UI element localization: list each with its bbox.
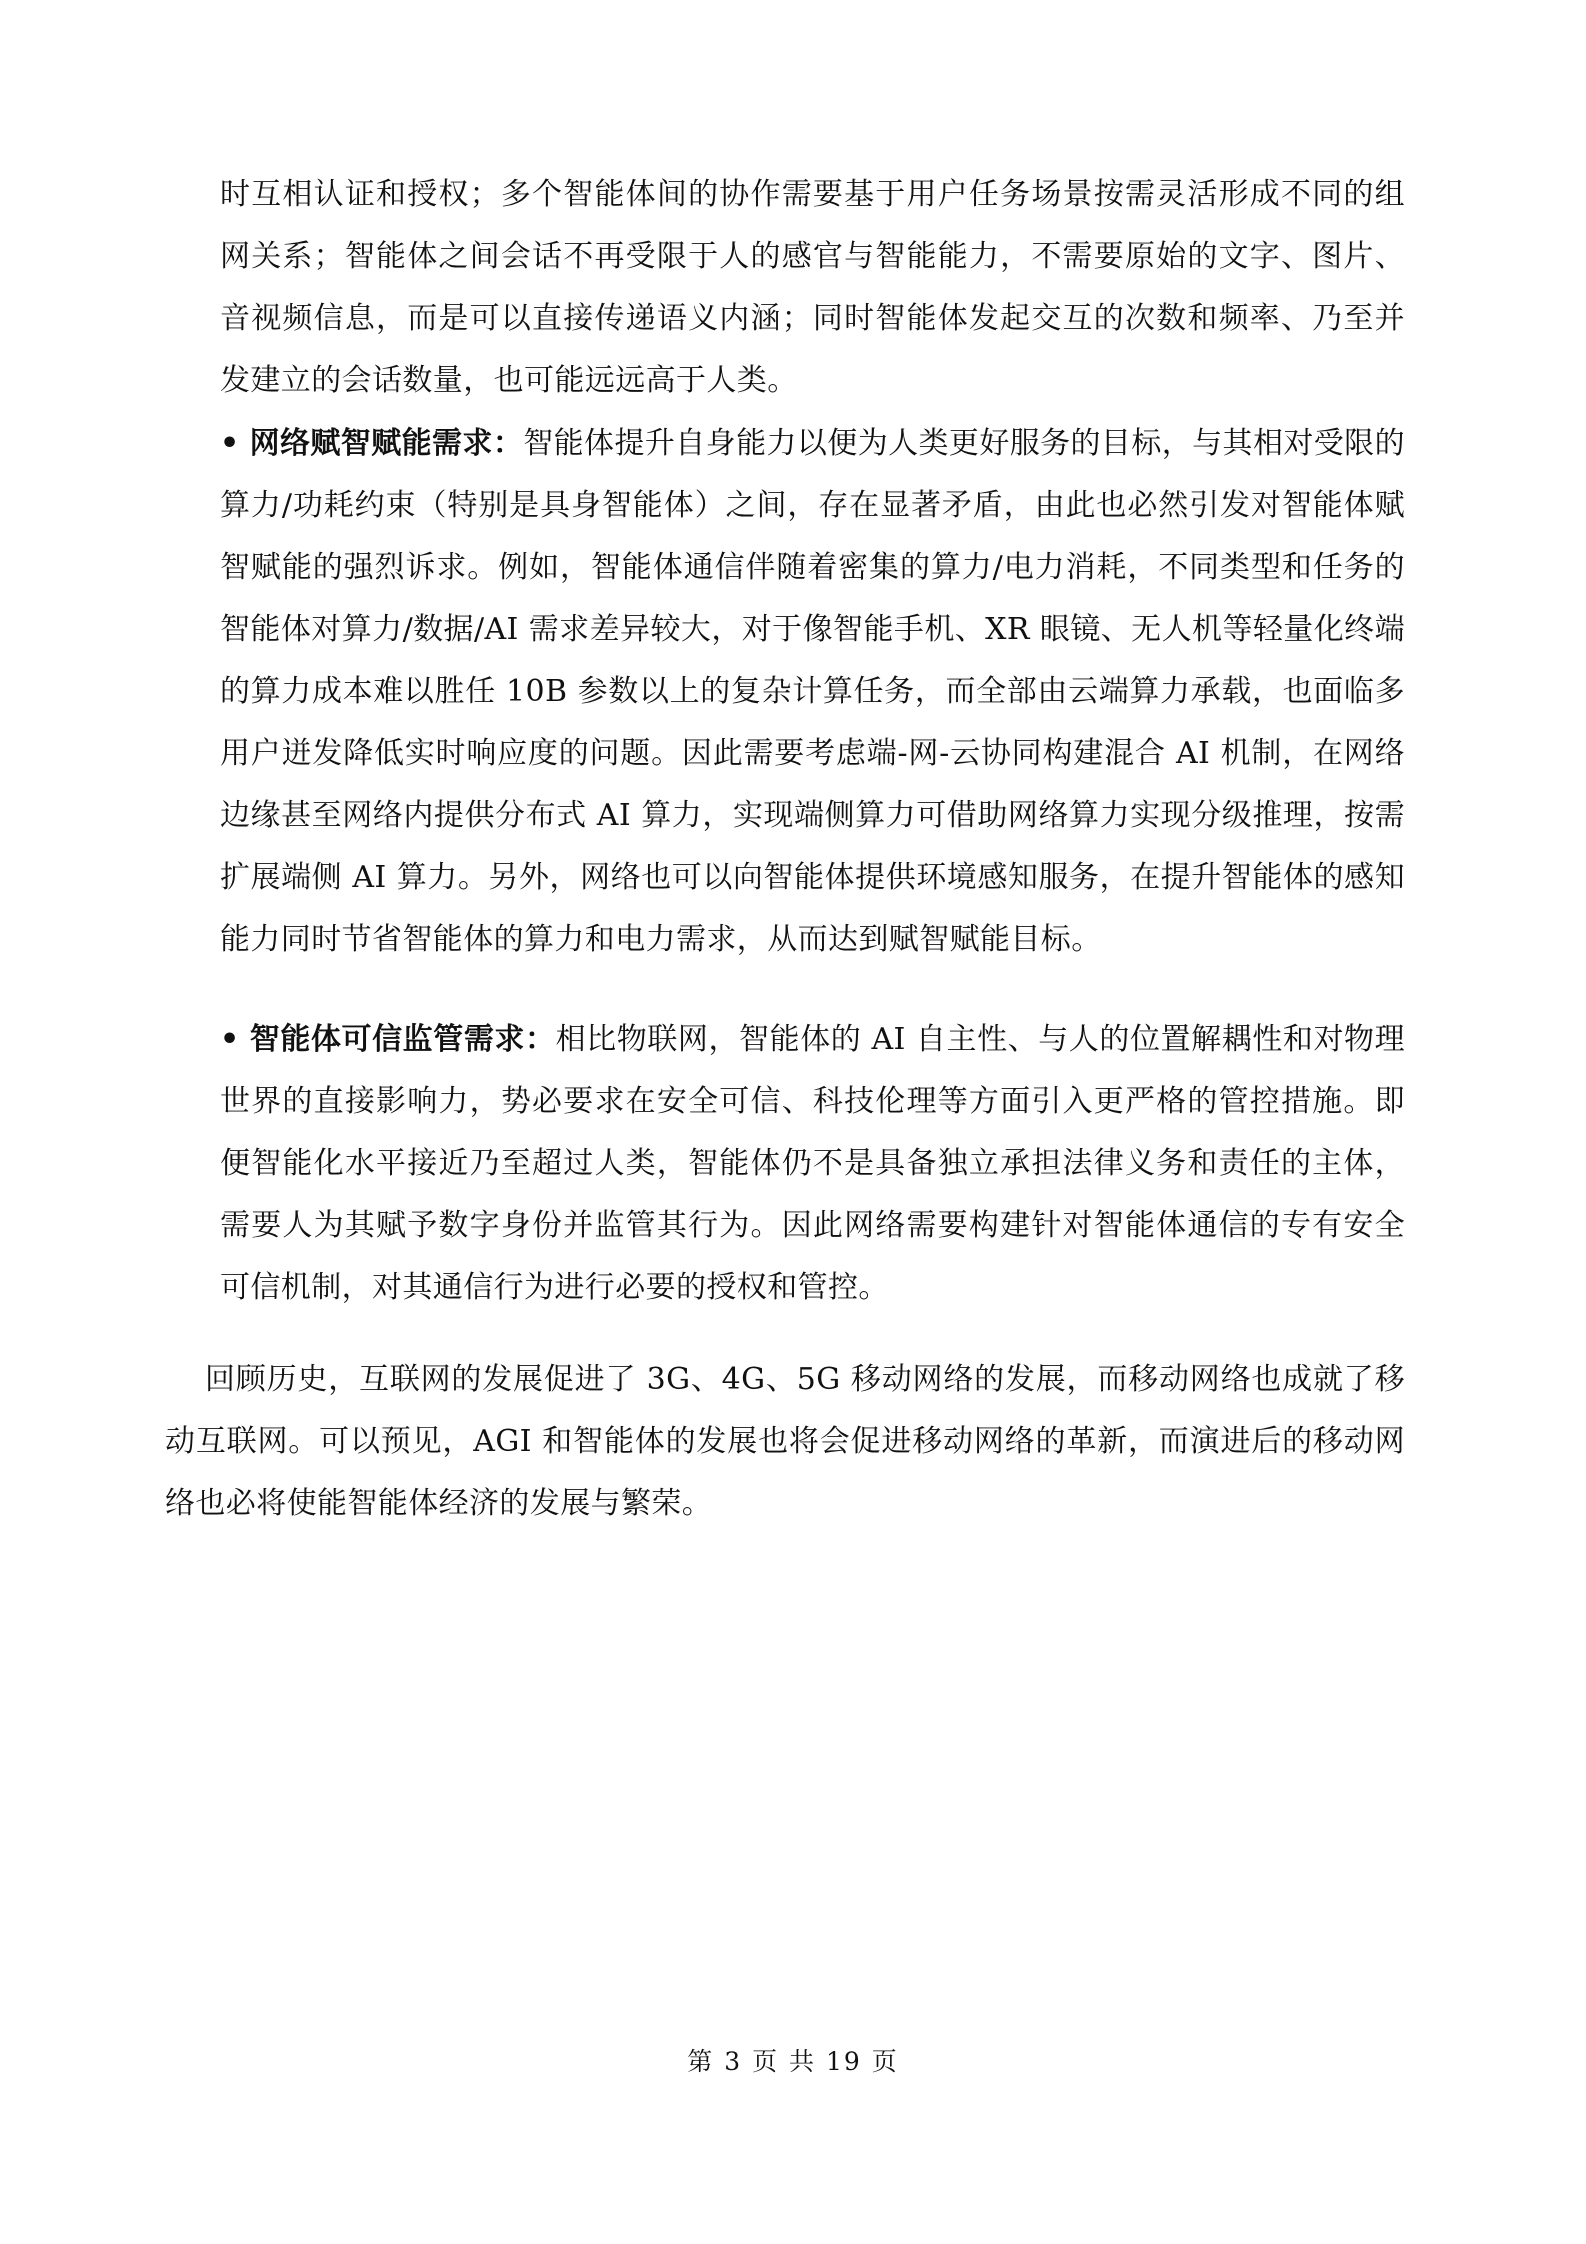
continuation-paragraph [220, 164, 1405, 412]
closing-text: 回顾历史，互联网的发展促进了 3G、4G、5G 移动网络的发展，而移动网络也成就了移动互联网。可以预见，AGI 和智能体的发展也将会促进移动网络的革新，而演进后的移动网络也必将使能智能体经济的发展与繁荣。 [165, 1362, 1405, 1521]
bullet-title: 网络赋智赋能需求： [249, 426, 524, 461]
bullet-text: 相比物联网，智能体的 AI 自主性、与人的位置解耦性和对物理世界的直接影响力，势必要求在安全可信、科技伦理等方面引入更严格的管控措施。即便智能化水平接近乃至超过人类，智能体仍不是具备独立承担法律义务和责任的主体，需要人为其赋予数字身份并监管其行为。因此网络需要构建针对智能体通信的专有安全可信机制，对其通信行为进行必要的授权和管控。 [220, 1022, 1406, 1305]
closing-paragraph [165, 1349, 1405, 1535]
bullet-item-network-empowerment [220, 413, 1405, 971]
continuation-text: 时互相认证和授权；多个智能体间的协作需要基于用户任务场景按需灵活形成不同的组网关系；智能体之间会话不再受限于人的感官与智能能力，不需要原始的文字、图片、音视频信息，而是可以直接传递语义内涵；同时智能体发起交互的次数和频率、乃至并发建立的会话数量，也可能远远高于人类。 [220, 177, 1405, 398]
bullet-marker: • [220, 426, 240, 461]
page-footer [0, 2042, 1586, 2078]
bullet-item-trusted-supervision [220, 1009, 1405, 1319]
bullet-marker: • [220, 1022, 240, 1057]
page-number-label: 第 3 页 共 19 页 [687, 2047, 899, 2076]
bullet-text: 智能体提升自身能力以便为人类更好服务的目标，与其相对受限的算力/功耗约束（特别是具身智能体）之间，存在显著矛盾，由此也必然引发对智能体赋智赋能的强烈诉求。例如，智能体通信伴随着密集的算力/电力消耗，不同类型和任务的智能体对算力/数据/AI 需求差异较大，对于像智能手机、XR 眼镜、无人机等轻量化终端的算力成本难以胜任 10B 参数以上的复杂计算任务，而全部由云端算力承载，也面临多用户迸发降低实时响应度的问题。因此需要考虑端-网-云协同构建混合 AI 机制，在网络边缘甚至网络内提供分布式 AI 算力，实现端侧算力可借助网络算力实现分级推理，按需扩展端侧 AI 算力。另外，网络也可以向智能体提供环境感知服务，在提升智能体的感知能力同时节省智能体的算力和电力需求，从而达到赋智赋能目标。 [220, 426, 1405, 957]
bullet-title: 智能体可信监管需求： [249, 1022, 556, 1057]
